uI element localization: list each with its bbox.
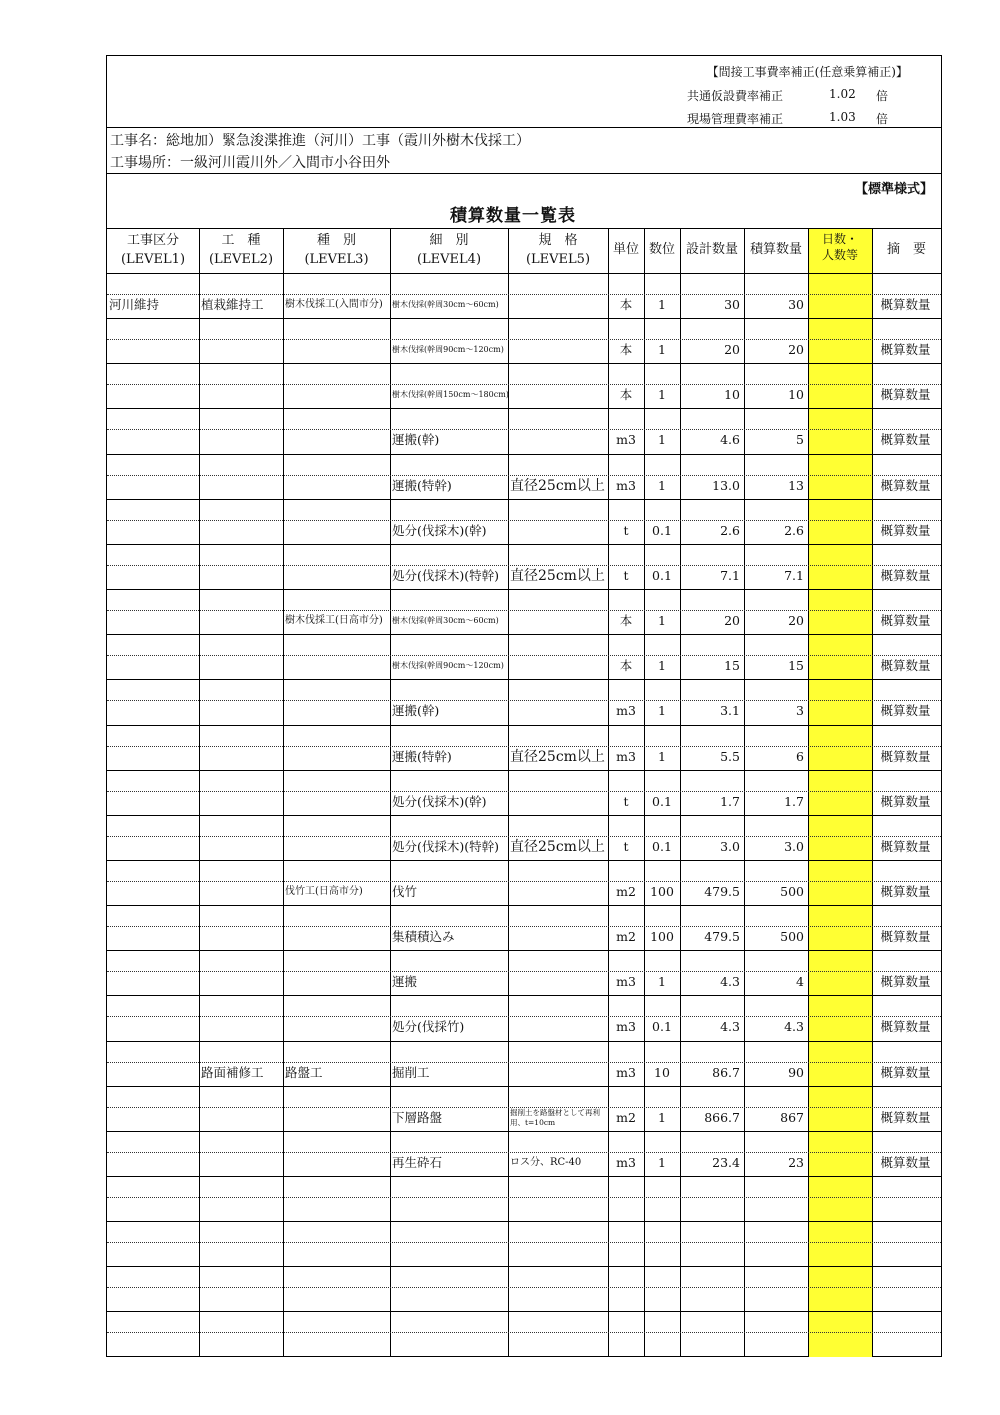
row-divider (107, 836, 941, 837)
cell-l3 (285, 431, 389, 449)
cell-design: 13.0 (712, 477, 740, 493)
cell-design: 23.4 (712, 1154, 740, 1170)
cell-estimate: 30 (788, 297, 804, 312)
cell-l4: 処分(伐採木)(特幹) (392, 838, 500, 854)
cell-design: 866.7 (704, 1109, 740, 1125)
cell-remark: 概算数量 (880, 883, 931, 899)
header-level4-sub: (LEVEL4) (416, 252, 482, 267)
cell-l2: 路面補修工 (201, 1064, 264, 1080)
header-level1-title: 工事区分 (126, 233, 179, 248)
cell-l1 (109, 386, 197, 404)
cell-digit: 0.1 (652, 838, 672, 854)
header-level4-title: 細 別 (429, 233, 469, 248)
cell-estimate: 90 (788, 1064, 804, 1080)
cell-design: 4.6 (720, 432, 740, 448)
cell-remark: 概算数量 (880, 838, 931, 854)
cell-remark: 概算数量 (880, 1154, 931, 1170)
page-title: 積算数量一覧表 (450, 206, 576, 226)
project-info (107, 128, 941, 174)
cell-l5: 直径25cm以上 (510, 567, 605, 584)
cell-digit: 1 (658, 297, 666, 312)
cell-l2 (201, 431, 281, 449)
row-divider (107, 610, 941, 611)
cell-l4: 掘削工 (392, 1064, 430, 1080)
cell-l5 (510, 612, 607, 630)
cell-digit: 1 (658, 658, 666, 674)
cell-remark: 概算数量 (880, 1019, 931, 1035)
cell-l3 (285, 567, 389, 585)
cell-l1 (109, 883, 197, 901)
cell-design: 86.7 (712, 1064, 740, 1080)
cell-unit: 本 (619, 658, 633, 674)
cell-unit: m2 (616, 929, 636, 945)
project-name: 工事名：総地加）緊急浚渫推進（河川）工事（霞川外樹木伐採工） (110, 133, 530, 149)
cell-design: 479.5 (704, 883, 740, 899)
cell-l3 (285, 1018, 389, 1036)
cell-l1 (109, 1064, 197, 1082)
row-divider (107, 1197, 941, 1198)
cell-unit: m2 (616, 1109, 636, 1125)
site-correction-unit: 倍 (876, 112, 889, 126)
row-divider (107, 995, 941, 996)
cell-l5 (510, 386, 607, 404)
cell-estimate: 3 (796, 703, 804, 719)
quantity-table (107, 229, 941, 1357)
cell-estimate: 4 (796, 974, 804, 990)
column-divider (390, 229, 391, 1357)
cell-l5: 直径25cm以上 (510, 748, 605, 765)
row-divider (107, 408, 941, 409)
row-divider (107, 971, 941, 972)
cell-digit: 100 (650, 929, 674, 945)
cell-unit: 本 (619, 342, 633, 358)
cell-l3: 伐竹工(日高市分) (285, 885, 363, 897)
row-divider (107, 273, 941, 274)
cell-l2 (201, 793, 281, 811)
cell-estimate: 5 (796, 432, 804, 448)
cell-l4: 運搬(特幹) (392, 748, 452, 764)
cell-l4: 運搬 (392, 974, 418, 990)
cell-estimate: 500 (780, 929, 804, 945)
row-divider (107, 544, 941, 545)
cell-l3 (285, 973, 389, 991)
cell-remark: 概算数量 (880, 297, 931, 312)
cell-digit: 1 (658, 387, 666, 403)
header-level5 (508, 231, 608, 269)
row-divider (107, 655, 941, 656)
cell-digit: 0.1 (652, 1019, 672, 1035)
cell-remark: 概算数量 (880, 1064, 931, 1080)
cell-l2 (201, 612, 281, 630)
cell-estimate: 15 (788, 658, 804, 674)
cell-remark: 概算数量 (880, 703, 931, 719)
row-divider (107, 1062, 941, 1063)
row-divider (107, 454, 941, 455)
cell-l5 (510, 522, 607, 540)
row-divider (107, 384, 941, 385)
cell-digit: 0.1 (652, 567, 672, 583)
cell-l5: 掘削土を路盤材として再利用、t=10cm (510, 1107, 600, 1127)
estimate-sheet (106, 55, 942, 1357)
row-divider (107, 746, 941, 747)
cell-l2 (201, 386, 281, 404)
cell-estimate: 13 (788, 477, 804, 493)
cell-l3 (285, 748, 389, 766)
cell-l4: 樹木伐採(幹周30cm～60cm) (392, 616, 499, 626)
row-divider (107, 1287, 941, 1288)
cell-l4: 樹木伐採(幹周90cm～120cm) (392, 345, 504, 355)
cell-design: 30 (724, 297, 740, 312)
cell-l1 (109, 477, 197, 495)
cell-l1 (109, 1018, 197, 1036)
row-divider (107, 1176, 941, 1177)
cell-l2: 植栽維持工 (201, 297, 264, 312)
cell-remark: 概算数量 (880, 567, 931, 583)
common-correction-value: 1.02 (829, 87, 856, 101)
row-divider (107, 475, 941, 476)
cell-l2 (201, 522, 281, 540)
cell-l5: 直径25cm以上 (510, 477, 605, 494)
cell-l2 (201, 702, 281, 720)
row-divider (107, 926, 941, 927)
header-remarks: 摘 要 (886, 242, 926, 257)
header-days (808, 231, 872, 263)
site-correction-label: 現場管理費率補正 (687, 112, 784, 126)
cell-l2 (201, 883, 281, 901)
cell-l3: 路盤工 (285, 1064, 323, 1080)
row-divider (107, 725, 941, 726)
cell-l3 (285, 341, 389, 359)
header-level4 (390, 231, 508, 269)
cell-l3: 樹木伐採工(入間市分) (285, 299, 383, 310)
cell-digit: 100 (650, 883, 674, 899)
cell-digit: 1 (658, 748, 666, 764)
cell-unit: m3 (616, 432, 636, 448)
row-divider (107, 700, 941, 701)
cell-digit: 10 (654, 1064, 670, 1080)
cell-remark: 概算数量 (880, 748, 931, 764)
cell-design: 20 (724, 342, 740, 358)
cell-l1 (109, 657, 197, 675)
column-divider (808, 229, 809, 1357)
cell-digit: 1 (658, 1154, 666, 1170)
row-divider (107, 860, 941, 861)
cell-design: 20 (724, 613, 740, 629)
cell-estimate: 4.3 (784, 1019, 804, 1035)
header-unit: 単位 (612, 242, 639, 257)
cell-l3 (285, 793, 389, 811)
cell-estimate: 500 (780, 883, 804, 899)
row-divider (107, 520, 941, 521)
row-divider (107, 1242, 941, 1243)
cell-l5 (510, 431, 607, 449)
header-level2-title: 工 種 (221, 233, 261, 248)
cell-l3 (285, 702, 389, 720)
cell-l3 (285, 386, 389, 404)
row-divider (107, 1266, 941, 1267)
row-divider (107, 589, 941, 590)
cell-l3 (285, 657, 389, 675)
cell-l2 (201, 973, 281, 991)
cell-l2 (201, 341, 281, 359)
cell-l4: 樹木伐採(幹周30cm～60cm) (392, 300, 499, 309)
cell-design: 3.1 (720, 703, 740, 719)
cell-l1: 河川維持 (109, 297, 160, 312)
column-divider (199, 229, 200, 1357)
days-column-highlight (808, 229, 872, 1357)
cell-l4: 運搬(幹) (392, 432, 440, 448)
correction-title: 【間接工事費率補正(任意乗算補正)】 (706, 65, 908, 79)
cell-remark: 概算数量 (880, 522, 931, 538)
row-divider (107, 950, 941, 951)
cell-l5 (510, 296, 607, 314)
cell-digit: 1 (658, 432, 666, 448)
row-divider (107, 791, 941, 792)
cell-remark: 概算数量 (880, 974, 931, 990)
cell-l4: 下層路盤 (392, 1109, 443, 1125)
cell-l1 (109, 1154, 197, 1172)
cell-unit: t (623, 567, 629, 583)
header-estimate-qty: 積算数量 (749, 242, 802, 257)
header-level3-title: 種 別 (316, 233, 356, 248)
cell-l1 (109, 793, 197, 811)
row-divider (107, 1131, 941, 1132)
cell-l2 (201, 657, 281, 675)
cell-l3 (285, 477, 389, 495)
cell-estimate: 2.6 (784, 522, 804, 538)
cell-design: 479.5 (704, 929, 740, 945)
row-divider (107, 294, 941, 295)
cell-unit: 本 (619, 613, 633, 629)
cell-remark: 概算数量 (880, 342, 931, 358)
cell-l5 (510, 1064, 607, 1082)
cell-l3 (285, 1154, 389, 1172)
cell-digit: 1 (658, 974, 666, 990)
cell-l5 (510, 702, 607, 720)
header-level2-sub: (LEVEL2) (208, 252, 274, 267)
cell-l2 (201, 1018, 281, 1036)
cell-unit: m3 (616, 1154, 636, 1170)
cell-estimate: 20 (788, 342, 804, 358)
cell-remark: 概算数量 (880, 793, 931, 809)
header-level3 (283, 231, 390, 269)
site-correction-value: 1.03 (829, 110, 856, 124)
cell-l1 (109, 567, 197, 585)
row-divider (107, 1086, 941, 1087)
cell-design: 2.6 (720, 522, 740, 538)
cell-l2 (201, 1109, 281, 1127)
cell-l5: ロス分、RC-40 (510, 1156, 582, 1168)
header-level5-title: 規 格 (538, 233, 578, 248)
cell-remark: 概算数量 (880, 432, 931, 448)
header-level3-sub: (LEVEL3) (304, 252, 369, 267)
row-divider (107, 1332, 941, 1333)
row-divider (107, 905, 941, 906)
cell-l4: 集積積込み (392, 929, 455, 945)
indirect-cost-correction (107, 56, 941, 128)
cell-l4: 運搬(幹) (392, 703, 440, 719)
cell-l1 (109, 748, 197, 766)
row-divider (107, 318, 941, 319)
row-divider (107, 429, 941, 430)
cell-l5 (510, 1018, 607, 1036)
row-divider (107, 1016, 941, 1017)
cell-remark: 概算数量 (880, 477, 931, 493)
cell-l4: 処分(伐採木)(特幹) (392, 567, 500, 583)
cell-unit: m3 (616, 974, 636, 990)
cell-remark: 概算数量 (880, 387, 931, 403)
cell-estimate: 6 (796, 748, 804, 764)
cell-remark: 概算数量 (880, 1109, 931, 1125)
cell-digit: 1 (658, 703, 666, 719)
cell-l1 (109, 522, 197, 540)
cell-design: 15 (724, 658, 740, 674)
cell-unit: t (623, 793, 629, 809)
cell-digit: 1 (658, 613, 666, 629)
common-correction-unit: 倍 (876, 89, 889, 103)
cell-l5: 直径25cm以上 (510, 838, 605, 855)
cell-l4: 処分(伐採木)(幹) (392, 793, 487, 809)
cell-unit: m3 (616, 748, 636, 764)
cell-l5 (510, 973, 607, 991)
row-divider (107, 565, 941, 566)
project-location: 工事場所：一級河川霞川外／入間市小谷田外 (110, 155, 390, 171)
cell-l5 (510, 657, 607, 675)
cell-estimate: 3.0 (784, 838, 804, 854)
cell-estimate: 10 (788, 387, 804, 403)
cell-unit: m3 (616, 703, 636, 719)
cell-digit: 1 (658, 477, 666, 493)
common-correction-label: 共通仮設費率補正 (687, 89, 784, 103)
cell-remark: 概算数量 (880, 658, 931, 674)
column-divider (283, 229, 284, 1357)
row-divider (107, 1221, 941, 1222)
cell-l5 (510, 928, 607, 946)
cell-l2 (201, 567, 281, 585)
header-level2 (199, 231, 283, 269)
cell-l2 (201, 928, 281, 946)
cell-l3 (285, 928, 389, 946)
row-divider (107, 634, 941, 635)
cell-l5 (510, 883, 607, 901)
cell-l1 (109, 702, 197, 720)
cell-l3 (285, 1109, 389, 1127)
cell-l1 (109, 928, 197, 946)
cell-l1 (109, 612, 197, 630)
cell-l5 (510, 793, 607, 811)
cell-l2 (201, 838, 281, 856)
cell-l3: 樹木伐採工(日高市分) (285, 615, 383, 627)
cell-digit: 1 (658, 342, 666, 358)
cell-remark: 概算数量 (880, 929, 931, 945)
cell-design: 10 (724, 387, 740, 403)
header-design-qty: 設計数量 (685, 242, 738, 257)
cell-unit: 本 (619, 297, 633, 312)
cell-l2 (201, 477, 281, 495)
cell-l5 (510, 341, 607, 359)
cell-unit: t (623, 838, 629, 854)
header-level1-sub: (LEVEL1) (120, 252, 186, 267)
cell-l1 (109, 973, 197, 991)
cell-l4: 処分(伐採木)(幹) (392, 522, 487, 538)
cell-digit: 0.1 (652, 522, 672, 538)
cell-estimate: 7.1 (784, 567, 804, 583)
header-digits: 数位 (648, 242, 675, 257)
cell-l1 (109, 838, 197, 856)
cell-unit: t (623, 522, 629, 538)
cell-l1 (109, 431, 197, 449)
cell-design: 1.7 (720, 793, 740, 809)
cell-l3 (285, 838, 389, 856)
row-divider (107, 339, 941, 340)
row-divider (107, 1311, 941, 1312)
cell-l4: 再生砕石 (392, 1154, 443, 1170)
row-divider (107, 1152, 941, 1153)
cell-l3 (285, 522, 389, 540)
cell-unit: m2 (616, 883, 636, 899)
cell-l1 (109, 1109, 197, 1127)
header-days-a: 日数・ (821, 232, 858, 246)
cell-estimate: 867 (780, 1109, 804, 1125)
cell-estimate: 20 (788, 613, 804, 629)
cell-design: 4.3 (720, 1019, 740, 1035)
cell-unit: m3 (616, 477, 636, 493)
standard-format-label: 【標準様式】 (854, 182, 933, 197)
row-divider (107, 363, 941, 364)
cell-l2 (201, 1154, 281, 1172)
row-divider (107, 1041, 941, 1042)
cell-remark: 概算数量 (880, 613, 931, 629)
cell-design: 7.1 (720, 567, 740, 583)
cell-l4: 樹木伐採(幹周150cm～180cm) (392, 390, 509, 400)
cell-unit: m3 (616, 1064, 636, 1080)
title-area (107, 174, 941, 229)
cell-l1 (109, 341, 197, 359)
cell-estimate: 1.7 (784, 793, 804, 809)
header-level1 (107, 231, 199, 269)
cell-digit: 0.1 (652, 793, 672, 809)
cell-l4: 処分(伐採竹) (392, 1019, 465, 1035)
cell-unit: 本 (619, 387, 633, 403)
cell-l4: 伐竹 (392, 883, 418, 899)
cell-design: 4.3 (720, 974, 740, 990)
cell-l4: 運搬(特幹) (392, 477, 452, 493)
header-level5-sub: (LEVEL5) (525, 252, 591, 267)
cell-estimate: 23 (788, 1154, 804, 1170)
cell-design: 3.0 (720, 838, 740, 854)
row-divider (107, 815, 941, 816)
cell-digit: 1 (658, 1109, 666, 1125)
cell-l4: 樹木伐採(幹周90cm～120cm) (392, 661, 504, 671)
cell-l2 (201, 748, 281, 766)
row-divider (107, 679, 941, 680)
row-divider (107, 881, 941, 882)
row-divider (107, 770, 941, 771)
header-days-b: 人数等 (821, 248, 858, 262)
cell-unit: m3 (616, 1019, 636, 1035)
row-divider (107, 499, 941, 500)
cell-design: 5.5 (720, 748, 740, 764)
